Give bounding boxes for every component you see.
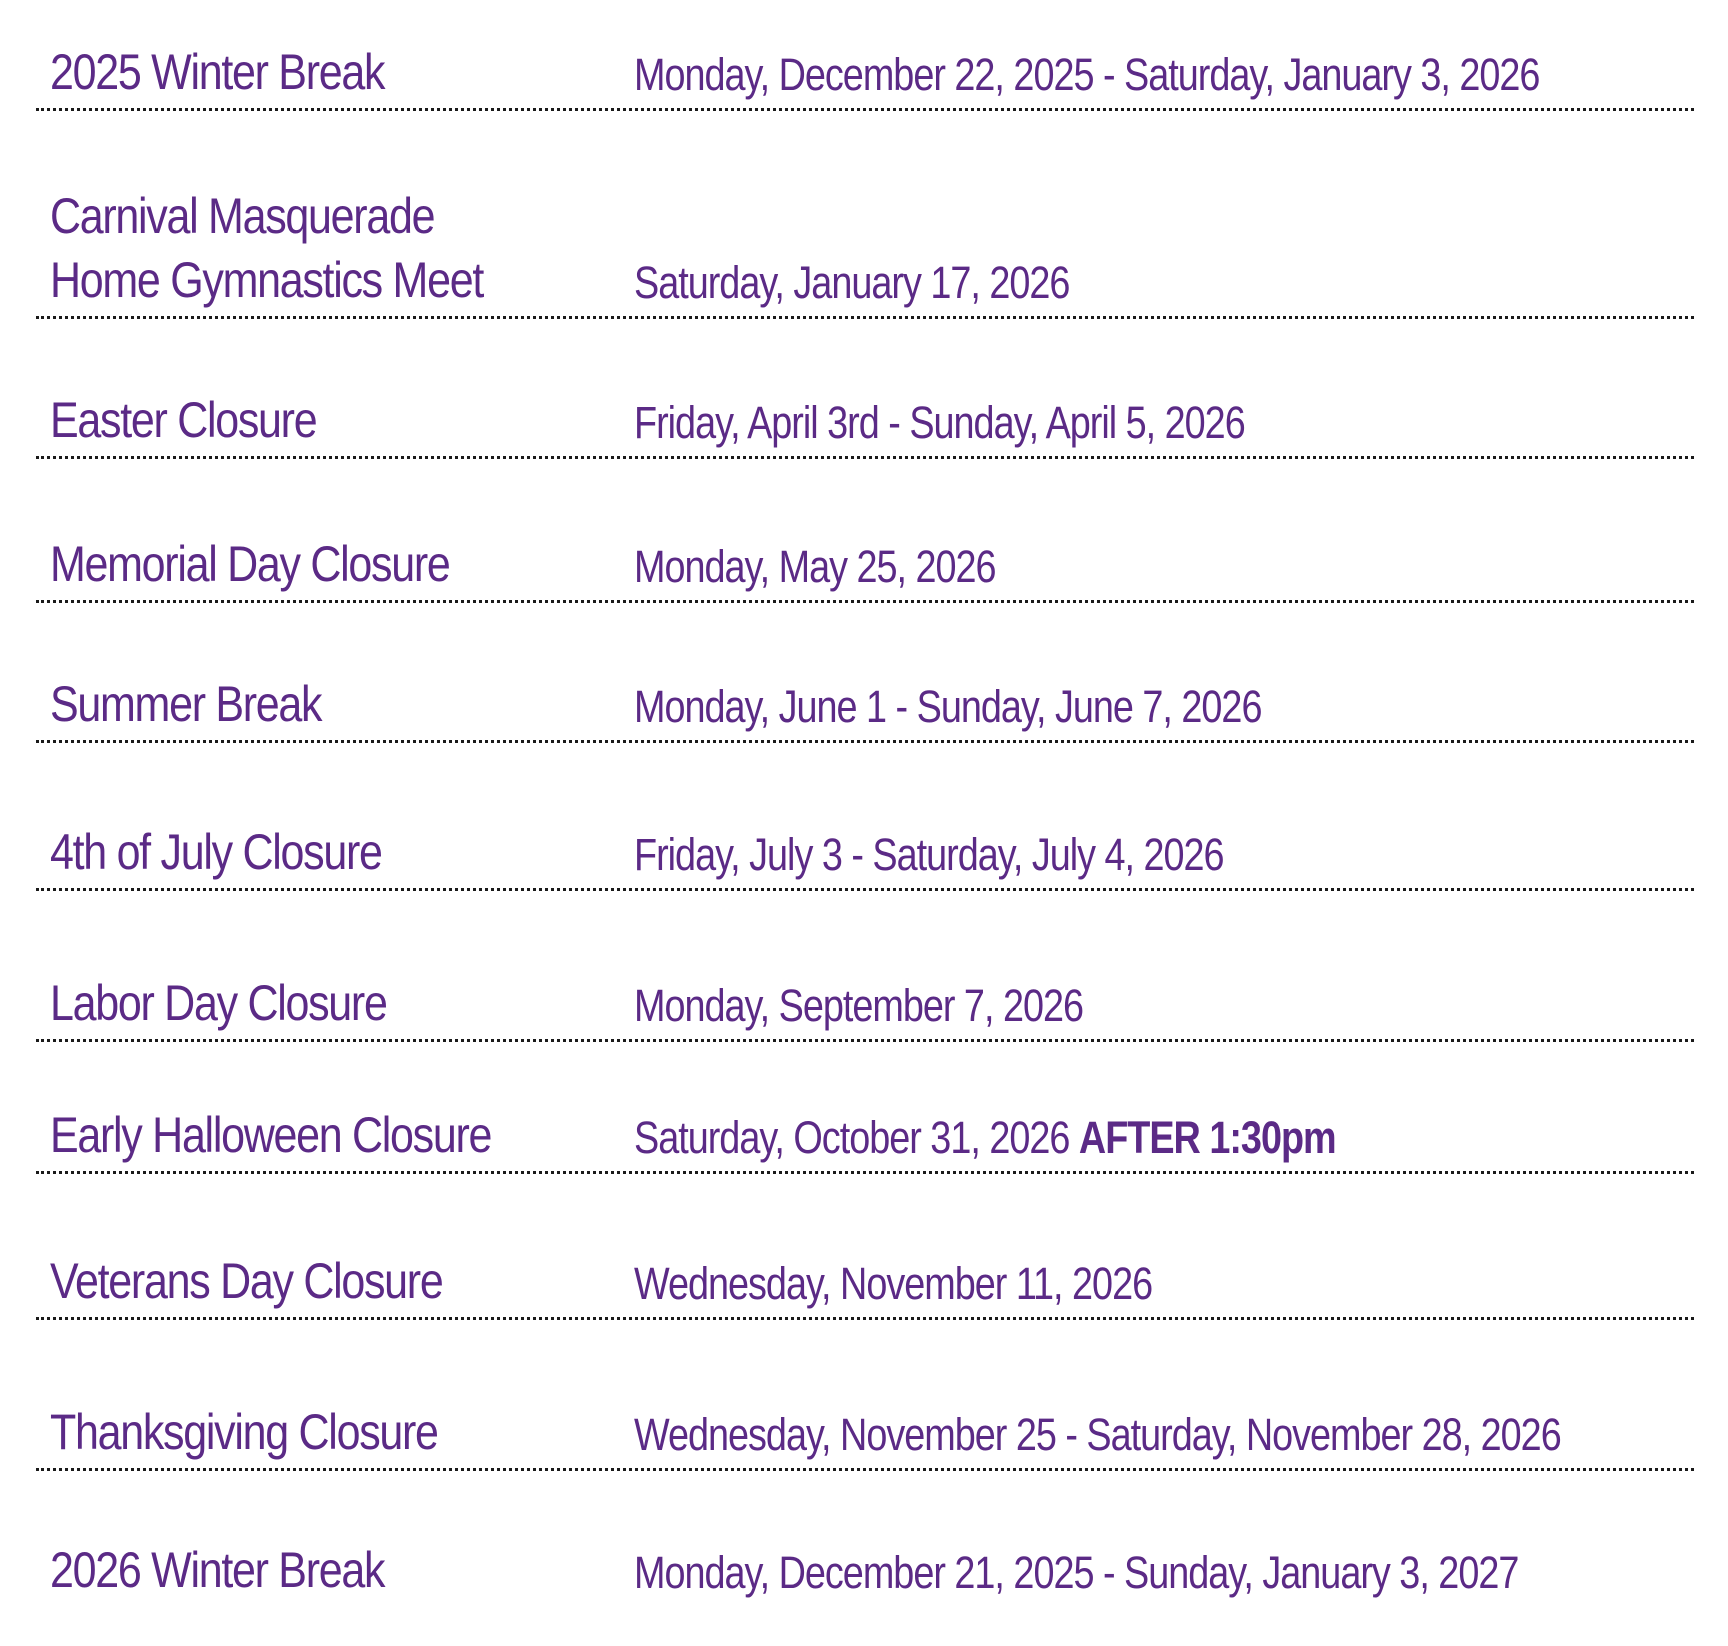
event-date-text: Monday, September 7, 2026 (634, 980, 1084, 1031)
event-name (50, 184, 483, 312)
event-date (634, 1109, 1336, 1167)
event-name (50, 1538, 384, 1602)
schedule-row (36, 0, 1694, 111)
event-name-line: Carnival Masquerade (50, 188, 435, 244)
schedule-row (36, 1471, 1694, 1606)
event-date (634, 46, 1539, 104)
schedule-row (36, 1042, 1694, 1174)
schedule-row (36, 603, 1694, 743)
event-name-line: 2025 Winter Break (50, 44, 385, 100)
event-name (50, 532, 450, 596)
schedule-row (36, 1174, 1694, 1320)
event-date-text: Saturday, October 31, 2026 (634, 1112, 1070, 1163)
event-date (634, 826, 1224, 884)
event-date (634, 1255, 1152, 1313)
event-name (50, 388, 316, 452)
event-name-line: 4th of July Closure (50, 824, 382, 880)
event-date-text: Friday, July 3 - Saturday, July 4, 2026 (634, 829, 1224, 880)
event-date (634, 254, 1069, 312)
event-name (50, 1249, 442, 1313)
event-date-text: Saturday, January 17, 2026 (634, 257, 1070, 308)
event-date-text: Wednesday, November 11, 2026 (634, 1258, 1153, 1309)
event-name-line: Veterans Day Closure (50, 1253, 443, 1309)
event-date (634, 977, 1083, 1035)
schedule-row (36, 459, 1694, 603)
event-date-emphasis: AFTER 1:30pm (1078, 1112, 1336, 1163)
event-name-line: Summer Break (50, 676, 322, 732)
schedule-row (36, 319, 1694, 459)
event-date (634, 394, 1245, 452)
event-name-line: 2026 Winter Break (50, 1542, 385, 1598)
event-name (50, 971, 387, 1035)
event-date (634, 678, 1261, 736)
event-name-line: Home Gymnastics Meet (50, 252, 483, 308)
event-name (50, 672, 321, 736)
event-name (50, 1400, 438, 1464)
event-date-text: Monday, December 22, 2025 - Saturday, January 3, 2026 (634, 49, 1540, 100)
event-name-line: Thanksgiving Closure (50, 1404, 438, 1460)
event-date (634, 538, 996, 596)
event-date-text: Monday, May 25, 2026 (634, 541, 996, 592)
event-name (50, 820, 382, 884)
event-name-line: Memorial Day Closure (50, 536, 450, 592)
schedule-row (36, 1320, 1694, 1471)
event-date (634, 1406, 1561, 1464)
event-name (50, 40, 384, 104)
event-date-text: Wednesday, November 25 - Saturday, November 28, 2026 (634, 1409, 1561, 1460)
schedule-row (36, 743, 1694, 891)
schedule-row (36, 111, 1694, 319)
schedule-row (36, 891, 1694, 1042)
event-name-line: Early Halloween Closure (50, 1107, 492, 1163)
event-name-line: Easter Closure (50, 392, 317, 448)
event-date-text: Monday, December 21, 2025 - Sunday, January 3, 2027 (634, 1547, 1519, 1598)
event-name (50, 1103, 491, 1167)
event-date-text: Friday, April 3rd - Sunday, April 5, 2026 (634, 397, 1245, 448)
event-date (634, 1544, 1518, 1602)
event-date-text: Monday, June 1 - Sunday, June 7, 2026 (634, 681, 1262, 732)
event-name-line: Labor Day Closure (50, 975, 387, 1031)
